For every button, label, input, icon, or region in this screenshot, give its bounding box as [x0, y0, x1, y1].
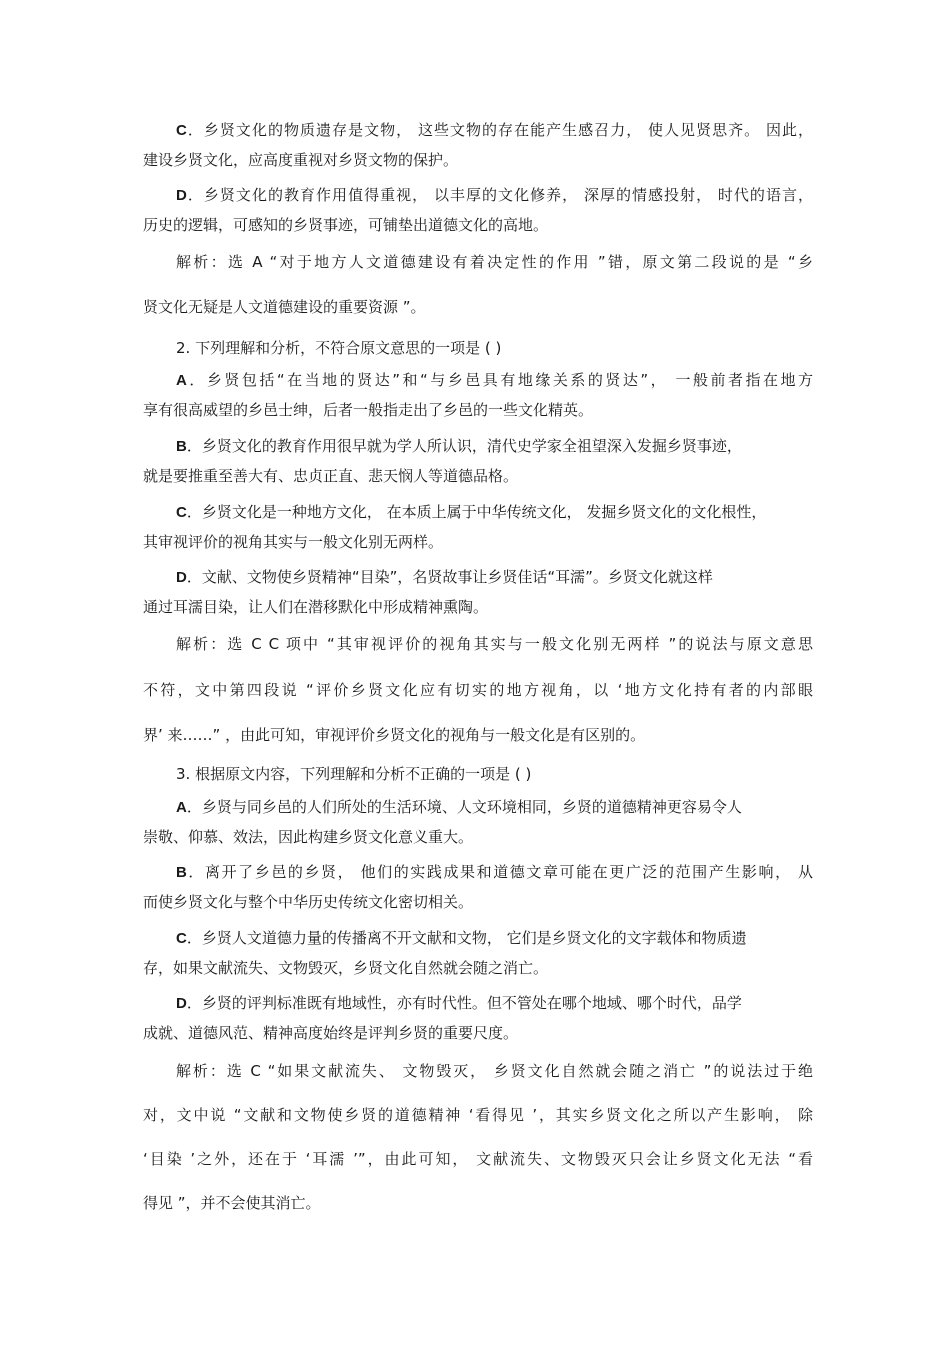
- q3-option-d-label: D: [176, 995, 187, 1012]
- q2-option-c-label: C: [176, 504, 187, 521]
- q2-option-d-label: D: [176, 569, 187, 586]
- q3-option-a-line2: 崇敬、仰慕、效法，因此构建乡贤文化意义重大。: [143, 828, 474, 846]
- q1-option-d-line2: 历史的逻辑，可感知的乡贤事迹，可铺垫出道德文化的高地。: [143, 216, 549, 234]
- q2-option-d-line2: 通过耳濡目染，让人们在潜移默化中形成精神熏陶。: [143, 598, 489, 616]
- q2-option-a-line1: A．乡贤包括“在当地的贤达”和“与乡邑具有地缘关系的贤达”， 一般前者指在地方: [176, 371, 813, 389]
- q2-option-d-line1: D．文献、文物使乡贤精神“目染”，名贤故事让乡贤佳话“耳濡”。乡贤文化就这样: [176, 568, 713, 586]
- q2-option-a-line2: 享有很高威望的乡邑士绅，后者一般指走出了乡邑的一些文化精英。: [143, 401, 594, 419]
- q1-option-d-line1: D．乡贤文化的教育作用值得重视， 以丰厚的文化修养， 深厚的情感投射， 时代的语言，: [176, 186, 813, 204]
- q2-analysis-line2: 不符，文中第四段说 “评价乡贤文化应有切实的地方视角，以 ‘地方文化持有者的内部眼: [143, 681, 813, 699]
- q2-option-c-line1: C．乡贤文化是一种地方文化， 在本质上属于中华传统文化， 发掘乡贤文化的文化根性，: [176, 503, 767, 521]
- q3-option-d-line2: 成就、道德风范、精神高度始终是评判乡贤的重要尺度。: [143, 1024, 519, 1042]
- q3-analysis-line4: 得见 ”，并不会使其消亡。: [143, 1194, 321, 1212]
- q3-stem: 3. 根据原文内容，下列理解和分析不正确的一项是 ( ): [176, 765, 532, 783]
- q1-option-d-label: D: [176, 187, 187, 204]
- q2-option-a-label: A: [176, 372, 187, 389]
- q1-analysis-line1: 解析：选 A “对于地方人文道德建设有着决定性的作用 ”错，原文第二段说的是 “乡: [176, 253, 813, 271]
- q3-option-c-line2: 存，如果文献流失、文物毁灭，乡贤文化自然就会随之消亡。: [143, 959, 549, 977]
- q1-option-c-line1: C．乡贤文化的物质遗存是文物， 这些文物的存在能产生感召力， 使人见贤思齐。 因此，: [176, 121, 813, 139]
- q1-analysis-line2: 贤文化无疑是人文道德建设的重要资源 ”。: [143, 298, 426, 316]
- q2-analysis-line3: 界’ 来……” ，由此可知，审视评价乡贤文化的视角与一般文化是有区别的。: [143, 726, 646, 744]
- q3-option-c-line1: C．乡贤人文道德力量的传播离不开文献和文物， 它们是乡贤文化的文字载体和物质遗: [176, 929, 747, 947]
- q2-option-b-line1: B．乡贤文化的教育作用很早就为学人所认识，清代史学家全祖望深入发掘乡贤事迹，: [176, 437, 742, 455]
- q1-option-c-label: C: [176, 122, 187, 139]
- q3-option-a-line1: A．乡贤与同乡邑的人们所处的生活环境、人文环境相同，乡贤的道德精神更容易令人: [176, 798, 742, 816]
- q2-option-b-label: B: [176, 438, 187, 455]
- q3-option-b-line1: B．离开了乡邑的乡贤， 他们的实践成果和道德文章可能在更广泛的范围产生影响， 从: [176, 863, 813, 881]
- q3-option-a-label: A: [176, 799, 187, 816]
- q3-option-b-label: B: [176, 864, 187, 881]
- q3-analysis-line2: 对，文中说 “文献和文物使乡贤的道德精神 ‘看得见 ’，其实乡贤文化之所以产生影响， 除: [143, 1106, 813, 1124]
- q3-option-c-label: C: [176, 930, 187, 947]
- q2-option-b-line2: 就是要推重至善大有、忠贞正直、悲天悯人等道德品格。: [143, 467, 519, 485]
- q3-option-b-line2: 而使乡贤文化与整个中华历史传统文化密切相关。: [143, 893, 474, 911]
- q2-stem: 2. 下列理解和分析，不符合原文意思的一项是 ( ): [176, 339, 502, 357]
- q1-option-c-line2: 建设乡贤文化，应高度重视对乡贤文物的保护。: [143, 151, 459, 169]
- q2-option-c-line2: 其审视评价的视角其实与一般文化别无两样。: [143, 533, 444, 551]
- q3-analysis-line1: 解析：选 C “如果文献流失、 文物毁灭， 乡贤文化自然就会随之消亡 ”的说法过于绝: [176, 1062, 813, 1080]
- q3-option-d-line1: D．乡贤的评判标准既有地域性，亦有时代性。但不管处在哪个地域、哪个时代，品学: [176, 994, 742, 1012]
- q3-analysis-line3: ‘目染 ’之外，还在于 ‘耳濡 ’”，由此可知， 文献流失、文物毁灭只会让乡贤文化无法 “看: [143, 1150, 813, 1168]
- q2-analysis-line1: 解析：选 C C 项中 “其审视评价的视角其实与一般文化别无两样 ”的说法与原文意思: [176, 635, 813, 653]
